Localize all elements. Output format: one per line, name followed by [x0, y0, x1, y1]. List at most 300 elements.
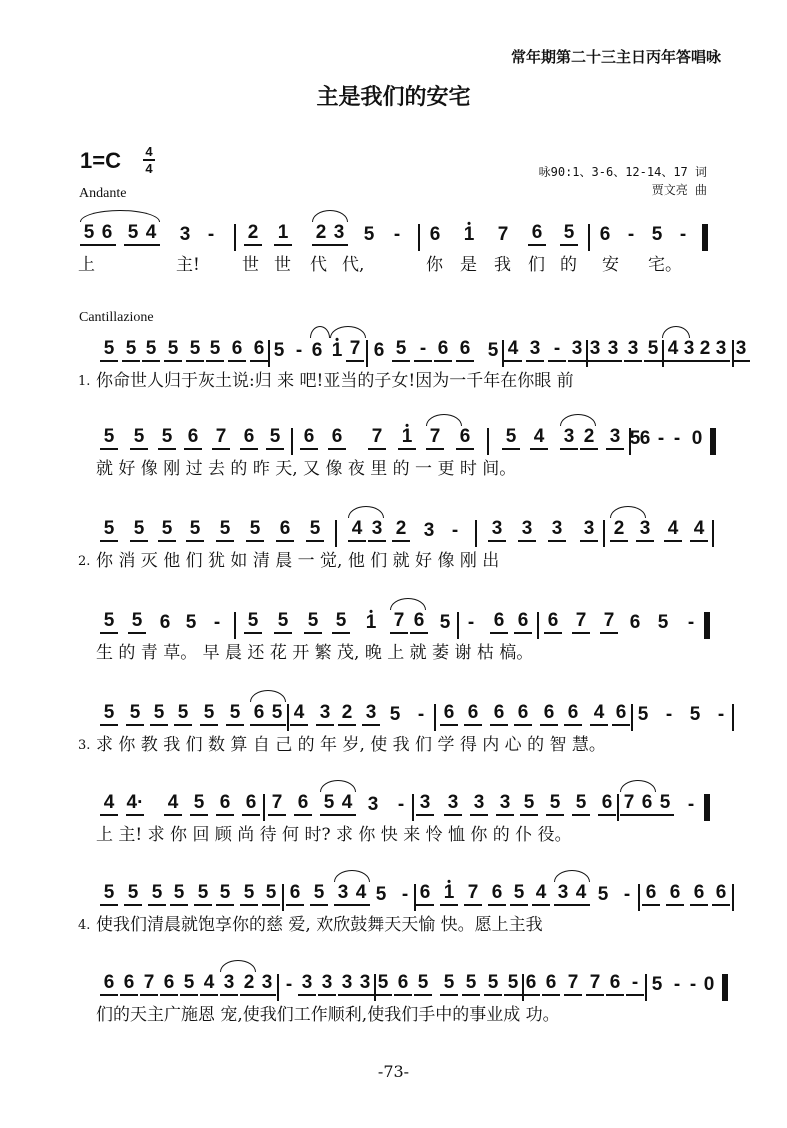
note: 3 [586, 338, 604, 362]
note: 5 [510, 882, 528, 906]
note: 5 [122, 338, 140, 362]
note: 3 [179, 224, 191, 245]
note: 5 [240, 882, 258, 906]
note: - [548, 338, 566, 362]
note: 5 [142, 338, 160, 362]
note: 6 [416, 882, 434, 906]
note: 3 [554, 882, 572, 906]
verse-notes [0, 518, 787, 548]
note: 4 [164, 792, 182, 816]
note: 6 [100, 972, 118, 996]
note: 4 [338, 792, 356, 816]
note: 3 [636, 518, 654, 542]
verse-row [0, 426, 787, 486]
note: 3 [367, 794, 379, 815]
bar-line [645, 974, 647, 1001]
note: 5 [414, 972, 432, 996]
psalm-reference: 咏90:1、3-6、12-14、17 词 [538, 165, 707, 179]
note: 5 [124, 222, 142, 246]
lyric-line: 求 你 教 我 们 数 算 自 己 的 年 岁, 使 我 们 学 得 内 心 的 智 慧。 [96, 735, 606, 755]
verse-notes [0, 792, 787, 822]
note: 5 [100, 702, 118, 726]
time-bottom: 4 [145, 161, 153, 176]
note: 3 [318, 972, 336, 996]
note: - [657, 428, 665, 449]
lyric: 你 [426, 255, 443, 275]
note: 4 [348, 518, 366, 542]
note: 6 [311, 340, 323, 361]
verse-number: 4. [78, 918, 91, 933]
note: 6 [542, 972, 560, 996]
note: 6 [564, 702, 582, 726]
note: 6 [642, 882, 660, 906]
note: 4 [200, 972, 218, 996]
note: 6 [434, 338, 452, 362]
note: 5 [164, 338, 182, 362]
slur [560, 414, 596, 426]
note: 3 [606, 426, 624, 450]
bar-line [366, 340, 368, 367]
note: 6 [528, 222, 546, 246]
note: - [717, 704, 725, 725]
note: 6 [666, 882, 684, 906]
note: 3 [362, 702, 380, 726]
slur [390, 598, 426, 610]
note: - [295, 340, 303, 361]
bar-line [712, 520, 714, 547]
note: 5 [200, 702, 218, 726]
note: 5 [520, 792, 538, 816]
bar-line [287, 704, 289, 731]
slur [426, 414, 462, 426]
note: 5 [170, 882, 188, 906]
song-title: 主是我们的安宅 [316, 84, 471, 110]
verse-lyrics [0, 368, 787, 394]
note: 5 [100, 338, 118, 362]
verse-notes [0, 882, 787, 912]
note: 3 [488, 518, 506, 542]
note: 2 [240, 972, 258, 996]
verse-lyrics [0, 912, 787, 938]
note: 5 [375, 884, 387, 905]
note: 5 [484, 972, 502, 996]
note: - [417, 704, 425, 725]
key-signature: 1=C [80, 148, 121, 173]
note: 5 [462, 972, 480, 996]
bar-line [282, 884, 284, 911]
note: 6 [638, 792, 656, 816]
note: 4 [352, 882, 370, 906]
bar-line [475, 520, 477, 547]
note: 5 [216, 882, 234, 906]
note: 7 [464, 882, 482, 906]
note: 5 [546, 792, 564, 816]
note: 3 [604, 338, 622, 362]
note: 5 [572, 792, 590, 816]
note: 5 [273, 340, 285, 361]
note: 5 [310, 882, 328, 906]
note: 5 [100, 518, 118, 542]
verse-row [0, 972, 787, 1032]
verse-row [0, 518, 787, 578]
note: 1 [274, 222, 292, 246]
note: 4 [100, 792, 118, 816]
bar-line [732, 884, 734, 911]
note: 3 [220, 972, 238, 996]
note: 4 [504, 338, 522, 362]
note: 7 [390, 610, 408, 634]
lyric-line: 生 的 青 草。 早 晨 还 花 开 繁 茂, 晚 上 就 萎 谢 枯 槁。 [96, 643, 534, 663]
time-top: 4 [145, 144, 153, 159]
note: 5 [644, 338, 662, 362]
note: 6 [159, 612, 171, 633]
note: 5 [246, 518, 264, 542]
note: 6 [598, 792, 616, 816]
note: 5 [439, 612, 451, 633]
verse-notes [0, 702, 787, 732]
tempo-marking: Andante [79, 186, 127, 201]
note: 4 [532, 882, 550, 906]
bar-line [732, 340, 734, 367]
note: 7 [572, 610, 590, 634]
note: • 1 [328, 338, 346, 364]
note: 3 [680, 338, 698, 362]
note: 6 [540, 702, 558, 726]
verse-row [0, 338, 787, 398]
note: 3 [712, 338, 730, 362]
note: - [687, 612, 695, 633]
verse-notes [0, 426, 787, 456]
note: 6 [286, 882, 304, 906]
lyric: 世 [274, 255, 291, 275]
note: - [673, 974, 681, 995]
note: 5 [689, 704, 701, 725]
note: 5 [150, 702, 168, 726]
lyric-line: 你 消 灭 他 们 犹 如 清 晨 一 觉, 他 们 就 好 像 刚 出 [96, 551, 500, 571]
lyric: 代, [342, 255, 365, 275]
note: 5 [124, 882, 142, 906]
bar-line [457, 612, 459, 639]
note: 3 [298, 972, 316, 996]
lyric: 们 [528, 255, 545, 275]
note: 4 [572, 882, 590, 906]
final-bar-line [710, 428, 716, 455]
note: 6 [544, 610, 562, 634]
note: 6 [410, 610, 428, 634]
note: 4 [142, 222, 160, 246]
slur [310, 326, 330, 338]
note: 5 [130, 518, 148, 542]
lyric-line: 们的天主广施恩 宠,使我们工作顺利,使我们手中的事业成 功。 [96, 1005, 560, 1025]
verse-row [0, 882, 787, 942]
note: - [401, 884, 409, 905]
lyric-line: 你命世人归于灰土说:归 来 吧!亚当的子女!因为一千年在你眼 前 [96, 371, 574, 391]
lyric: 的 [560, 255, 577, 275]
note: 6 [328, 426, 346, 450]
note: 2 [580, 426, 598, 450]
note: 7 [140, 972, 158, 996]
lyric: 安 [602, 255, 619, 275]
lyric: 上 [78, 255, 95, 275]
bar-line [617, 794, 619, 821]
bar-line [434, 704, 436, 731]
note: 6 [250, 702, 268, 726]
note: 3 [496, 792, 514, 816]
note: 6 [612, 702, 630, 726]
note: 3 [470, 792, 488, 816]
note: 5 [320, 792, 338, 816]
note: 3 [526, 338, 544, 362]
lyric: 世 [242, 255, 259, 275]
lyric: 代 [310, 255, 327, 275]
final-bar-line [704, 612, 710, 639]
note: 6 [120, 972, 138, 996]
note: 5 [186, 518, 204, 542]
note: 4 [664, 338, 682, 362]
note: 4 [664, 518, 682, 542]
bar-line [412, 794, 414, 821]
bar-line [732, 704, 734, 731]
note: - [673, 428, 681, 449]
note: 3 [580, 518, 598, 542]
note: - [626, 972, 644, 996]
note: 5 [80, 222, 98, 246]
bar-line [277, 974, 279, 1001]
note: - [213, 612, 221, 633]
bar-line [631, 704, 633, 731]
note: 5 [266, 426, 284, 450]
note: 5 [100, 610, 118, 634]
note: 5 [597, 884, 609, 905]
note: 6 [160, 972, 178, 996]
verse-lyrics [0, 822, 787, 848]
note: • 1 [460, 222, 478, 248]
note: 4· [126, 792, 144, 816]
lyric-line: 上 主! 求 你 回 顾 尚 待 何 时? 求 你 快 来 怜 恤 你 的 仆 役。 [96, 825, 572, 845]
note: 6 [394, 972, 412, 996]
slur [348, 506, 384, 518]
verse-notes [0, 610, 787, 640]
note: 3 [518, 518, 536, 542]
note: 5 [186, 338, 204, 362]
note: 5 [504, 972, 522, 996]
verse-row [0, 702, 787, 762]
note: 0 [703, 974, 715, 995]
note: 5 [306, 518, 324, 542]
note: 4 [590, 702, 608, 726]
verse-row [0, 610, 787, 670]
note: • 1 [440, 882, 458, 906]
note: 5 [185, 612, 197, 633]
note: 3 [423, 520, 435, 541]
note: 3 [732, 338, 750, 362]
note: 6 [456, 426, 474, 450]
note: 5 [268, 702, 286, 726]
note: - [627, 224, 635, 245]
note: 7 [346, 338, 364, 362]
note: 5 [158, 518, 176, 542]
bar-line [335, 520, 337, 547]
note: 2 [312, 222, 330, 246]
lyric: 主! [176, 255, 200, 275]
note: 5 [130, 426, 148, 450]
note: 5 [392, 338, 410, 362]
note: - [623, 884, 631, 905]
note: 5 [487, 340, 499, 361]
verse-lyrics [0, 456, 787, 482]
note: 7 [564, 972, 582, 996]
time-signature [143, 145, 155, 175]
note: 6 [294, 792, 312, 816]
lyric-line: 使我们清晨就饱享你的慈 爱, 欢欣鼓舞天天愉 快。愿上主我 [96, 915, 543, 935]
note: 3 [416, 792, 434, 816]
note: 4 [290, 702, 308, 726]
note: 2 [244, 222, 262, 246]
note: 3 [316, 702, 334, 726]
note: 3 [368, 518, 386, 542]
note: 2 [392, 518, 410, 542]
note: 2 [338, 702, 356, 726]
note: 6 [228, 338, 246, 362]
note: - [689, 974, 697, 995]
bar-line [638, 884, 640, 911]
verse-lyrics [0, 732, 787, 758]
verse-lyrics [0, 1002, 787, 1028]
lyric: 宅。 [648, 255, 682, 275]
lyric: 是 [460, 255, 477, 275]
note: 6 [373, 340, 385, 361]
note: - [285, 974, 293, 995]
bar-line [263, 794, 265, 821]
note: 5 [332, 610, 350, 634]
note: - [414, 338, 432, 362]
note: 5 [158, 426, 176, 450]
note: 5 [194, 882, 212, 906]
note: 5 [100, 882, 118, 906]
note: 3 [624, 338, 642, 362]
slur [662, 326, 690, 338]
slur [334, 870, 370, 882]
note: 5 [216, 518, 234, 542]
slur [610, 506, 646, 518]
note: 7 [497, 224, 509, 245]
note: 5 [363, 224, 375, 245]
note: 6 [216, 792, 234, 816]
note: 3 [560, 426, 578, 450]
note: 3 [330, 222, 348, 246]
note: • 1 [398, 426, 416, 450]
note: 6 [522, 972, 540, 996]
slur [250, 690, 286, 702]
note: 0 [691, 428, 703, 449]
note: 6 [250, 338, 268, 362]
slur [620, 780, 656, 792]
verse-lyrics [0, 640, 787, 666]
slur [320, 780, 356, 792]
verse-row [0, 792, 787, 852]
note: 6 [606, 972, 624, 996]
note: 3 [334, 882, 352, 906]
note: - [207, 224, 215, 245]
verse-number: 3. [78, 738, 91, 753]
note: 5 [126, 702, 144, 726]
refrain-lyrics [0, 252, 787, 278]
note: 5 [304, 610, 322, 634]
note: 6 [464, 702, 482, 726]
note: 5 [190, 792, 208, 816]
note: 5 [560, 222, 578, 246]
note: 5 [180, 972, 198, 996]
note: 5 [629, 428, 641, 449]
note: 7 [600, 610, 618, 634]
note: 3 [356, 972, 374, 996]
note: 6 [98, 222, 116, 246]
note: 7 [586, 972, 604, 996]
note: 7 [620, 792, 638, 816]
note: 5 [100, 426, 118, 450]
note: 5 [657, 612, 669, 633]
note: 6 [639, 428, 651, 449]
liturgy-header: 常年期第二十三主日丙年答唱咏 [510, 48, 721, 66]
note: 6 [490, 702, 508, 726]
note: - [393, 224, 401, 245]
note: 3 [338, 972, 356, 996]
note: • 1 [362, 610, 380, 636]
note: - [665, 704, 673, 725]
bar-line [291, 428, 293, 455]
note: 7 [426, 426, 444, 450]
note: 4 [690, 518, 708, 542]
refrain-row [0, 222, 787, 282]
note: 7 [268, 792, 286, 816]
lyric: 我 [494, 255, 511, 275]
note: 6 [514, 610, 532, 634]
note: - [687, 794, 695, 815]
note: 5 [502, 426, 520, 450]
note: - [451, 520, 459, 541]
note: 5 [637, 704, 649, 725]
verse-notes [0, 972, 787, 1002]
note: 6 [629, 612, 641, 633]
final-bar-line [722, 974, 728, 1001]
bar-line [537, 612, 539, 639]
note: 2 [610, 518, 628, 542]
note: 7 [212, 426, 230, 450]
note: 5 [244, 610, 262, 634]
note: 6 [300, 426, 318, 450]
note: - [679, 224, 687, 245]
bar-line [487, 428, 489, 455]
note: 3 [568, 338, 586, 362]
note: 2 [696, 338, 714, 362]
page-number: -73- [377, 1062, 410, 1081]
verse-number: 2. [78, 554, 91, 569]
note: 5 [274, 610, 292, 634]
refrain-notes [0, 222, 787, 252]
note: 5 [148, 882, 166, 906]
note: 3 [258, 972, 276, 996]
note: 6 [184, 426, 202, 450]
note: 6 [240, 426, 258, 450]
note: 5 [262, 882, 280, 906]
verse-number: 1. [78, 374, 91, 389]
cantillazione-label: Cantillazione [79, 310, 154, 325]
note: 6 [690, 882, 708, 906]
slur [220, 960, 256, 972]
note: 6 [514, 702, 532, 726]
slur [554, 870, 590, 882]
note: 5 [651, 224, 663, 245]
